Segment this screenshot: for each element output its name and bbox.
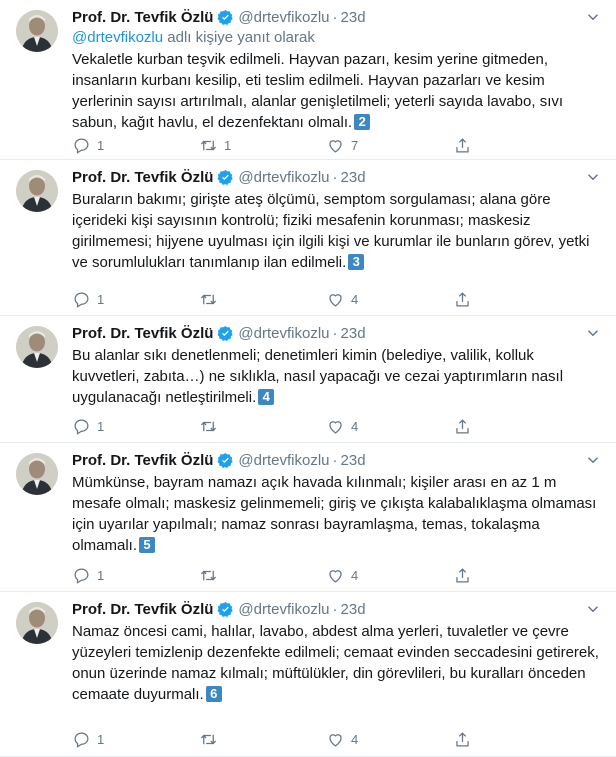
reply-button[interactable] <box>72 730 199 749</box>
author-handle[interactable]: @drtevfikozlu <box>238 600 330 618</box>
avatar[interactable] <box>16 170 58 212</box>
avatar[interactable] <box>16 326 58 368</box>
tweet-text <box>72 621 604 705</box>
retweet-icon <box>199 417 218 436</box>
retweet-icon <box>199 290 218 309</box>
like-button[interactable] <box>326 730 453 749</box>
retweet-button[interactable] <box>199 290 326 309</box>
like-button[interactable] <box>326 136 453 155</box>
reply-icon <box>72 566 91 585</box>
share-button[interactable] <box>453 290 580 309</box>
tweet[interactable] <box>0 160 616 316</box>
heart-icon <box>326 417 345 436</box>
timestamp[interactable]: 23d <box>340 451 366 469</box>
tweet-actions <box>72 566 596 585</box>
author-name[interactable]: Prof. Dr. Tevfik Özlü <box>72 451 214 469</box>
tweet[interactable] <box>0 0 616 160</box>
share-icon <box>453 730 472 749</box>
tweet-actions <box>72 730 596 749</box>
heart-icon <box>326 730 345 749</box>
like-button[interactable] <box>326 290 453 309</box>
reply-count: 1 <box>97 419 105 434</box>
chevron-down-icon[interactable] <box>584 8 602 26</box>
like-count: 4 <box>351 568 359 583</box>
timestamp[interactable]: 23d <box>340 168 366 186</box>
chevron-down-icon[interactable] <box>584 600 602 618</box>
like-count: 4 <box>351 732 359 747</box>
reply-icon <box>72 730 91 749</box>
like-count: 7 <box>351 138 359 153</box>
reply-button[interactable] <box>72 417 199 436</box>
chevron-down-icon[interactable] <box>584 324 602 342</box>
reply-context-label: adlı kişiye yanıt olarak <box>167 29 315 46</box>
tweet-actions <box>72 136 596 155</box>
retweet-button[interactable] <box>199 730 326 749</box>
verified-badge-icon <box>217 325 234 342</box>
retweet-button[interactable] <box>199 417 326 436</box>
author-handle[interactable]: @drtevfikozlu <box>238 168 330 186</box>
author-handle[interactable]: @drtevfikozlu <box>238 324 330 342</box>
share-icon <box>453 566 472 585</box>
reply-button[interactable] <box>72 136 199 155</box>
author-name[interactable]: Prof. Dr. Tevfik Özlü <box>72 600 214 618</box>
author-name[interactable]: Prof. Dr. Tevfik Özlü <box>72 324 214 342</box>
like-count: 4 <box>351 419 359 434</box>
heart-icon <box>326 290 345 309</box>
share-icon <box>453 417 472 436</box>
verified-badge-icon <box>217 9 234 26</box>
reply-icon <box>72 417 91 436</box>
retweet-button[interactable] <box>199 566 326 585</box>
separator-dot: · <box>332 451 338 469</box>
reply-button[interactable] <box>72 566 199 585</box>
share-button[interactable] <box>453 730 580 749</box>
timestamp[interactable]: 23d <box>340 600 366 618</box>
share-icon <box>453 290 472 309</box>
like-button[interactable] <box>326 566 453 585</box>
tweet-body: Vekaletle kurban teşvik edilmeli. Hayvan pazarı, kesim yerine gitmeden, insanların kurbanı kesilip, eti teslim edilmeli. Hayvan pazarları ve kesim yerlerinin sayısı artırılmalı, alanlar genişletilmeli; yeterli sayıda lavabo, sıvı sabun, kağıt havlu, el dezenfektanı olmalı. <box>72 51 564 131</box>
tweet[interactable] <box>0 592 616 757</box>
avatar[interactable] <box>16 453 58 495</box>
retweet-icon <box>199 730 218 749</box>
reply-button[interactable] <box>72 290 199 309</box>
number-badge: 5 <box>139 537 155 553</box>
tweet-actions <box>72 417 596 436</box>
tweet[interactable] <box>0 316 616 443</box>
reply-count: 1 <box>97 732 105 747</box>
reply-count: 1 <box>97 568 105 583</box>
share-button[interactable] <box>453 566 580 585</box>
share-icon <box>453 136 472 155</box>
retweet-icon <box>199 566 218 585</box>
timestamp[interactable]: 23d <box>340 324 366 342</box>
author-name[interactable]: Prof. Dr. Tevfik Özlü <box>72 8 214 26</box>
like-count: 4 <box>351 292 359 307</box>
reply-icon <box>72 290 91 309</box>
tweet-text <box>72 49 604 133</box>
retweet-button[interactable] <box>199 136 326 155</box>
tweet-text <box>72 189 604 273</box>
chevron-down-icon[interactable] <box>584 168 602 186</box>
number-badge: 4 <box>258 389 274 405</box>
retweet-count: 1 <box>224 138 232 153</box>
tweet-body: Namaz öncesi cami, halılar, lavabo, abdest alma yerleri, tuvaletler ve çevre yüzeyleri temizlenip dezenfekte edilmeli; cemaat evinden seccadesini getirerek, onun üzerinde namaz kılmalı; müftülükler, din görevlileri, bu kuralları önceden cemaate duyurmalı. <box>72 623 599 703</box>
reply-context <box>72 28 604 48</box>
separator-dot: · <box>332 168 338 186</box>
verified-badge-icon <box>217 452 234 469</box>
tweet-body: Bu alanlar sıkı denetlenmeli; denetimleri kimin (belediye, valilik, kolluk kuvvetleri, zabıta…) ne sıklıkla, nasıl yapacağı ve cezai yaptırımların nasıl uygulanacağı netleştirilmeli. <box>72 347 564 406</box>
timestamp[interactable]: 23d <box>340 8 366 26</box>
verified-badge-icon <box>217 601 234 618</box>
avatar[interactable] <box>16 602 58 644</box>
author-name[interactable]: Prof. Dr. Tevfik Özlü <box>72 168 214 186</box>
reply-icon <box>72 136 91 155</box>
tweet-text <box>72 345 604 408</box>
reply-count: 1 <box>97 138 105 153</box>
tweet-actions <box>72 290 596 309</box>
reply-mention-link[interactable]: @drtevfikozlu <box>72 29 164 46</box>
separator-dot: · <box>332 600 338 618</box>
tweet-text <box>72 472 604 556</box>
chevron-down-icon[interactable] <box>584 451 602 469</box>
number-badge: 6 <box>206 686 222 702</box>
separator-dot: · <box>332 8 338 26</box>
author-handle[interactable]: @drtevfikozlu <box>238 8 330 26</box>
author-handle[interactable]: @drtevfikozlu <box>238 451 330 469</box>
tweet[interactable] <box>0 443 616 592</box>
tweet-body: Buraların bakımı; girişte ateş ölçümü, semptom sorgulaması; alana göre içerideki kişi sayısının kontrolü; fiziki mesafenin korunması; maskesiz girilmemesi; hijyene uyulması için ilgili kişi ve kurumlar ile bunların görev, yetki ve sorumlulukları tanımlanıp ilan edilmeli. <box>72 191 590 271</box>
reply-count: 1 <box>97 292 105 307</box>
share-button[interactable] <box>453 136 580 155</box>
heart-icon <box>326 566 345 585</box>
separator-dot: · <box>332 324 338 342</box>
number-badge: 3 <box>348 254 364 270</box>
retweet-icon <box>199 136 218 155</box>
avatar[interactable] <box>16 10 58 52</box>
like-button[interactable] <box>326 417 453 436</box>
verified-badge-icon <box>217 169 234 186</box>
heart-icon <box>326 136 345 155</box>
share-button[interactable] <box>453 417 580 436</box>
tweet-body: Mümkünse, bayram namazı açık havada kılınmalı; kişiler arası en az 1 m mesafe olmalı; maskesiz gelinmemeli; giriş ve çıkışta kalabalıklaşma olmaması için uyarılar yapılmalı; namaz sonrası bayramlaşma, temas, tokalaşma olmamalı. <box>72 474 597 554</box>
number-badge: 2 <box>354 114 370 130</box>
